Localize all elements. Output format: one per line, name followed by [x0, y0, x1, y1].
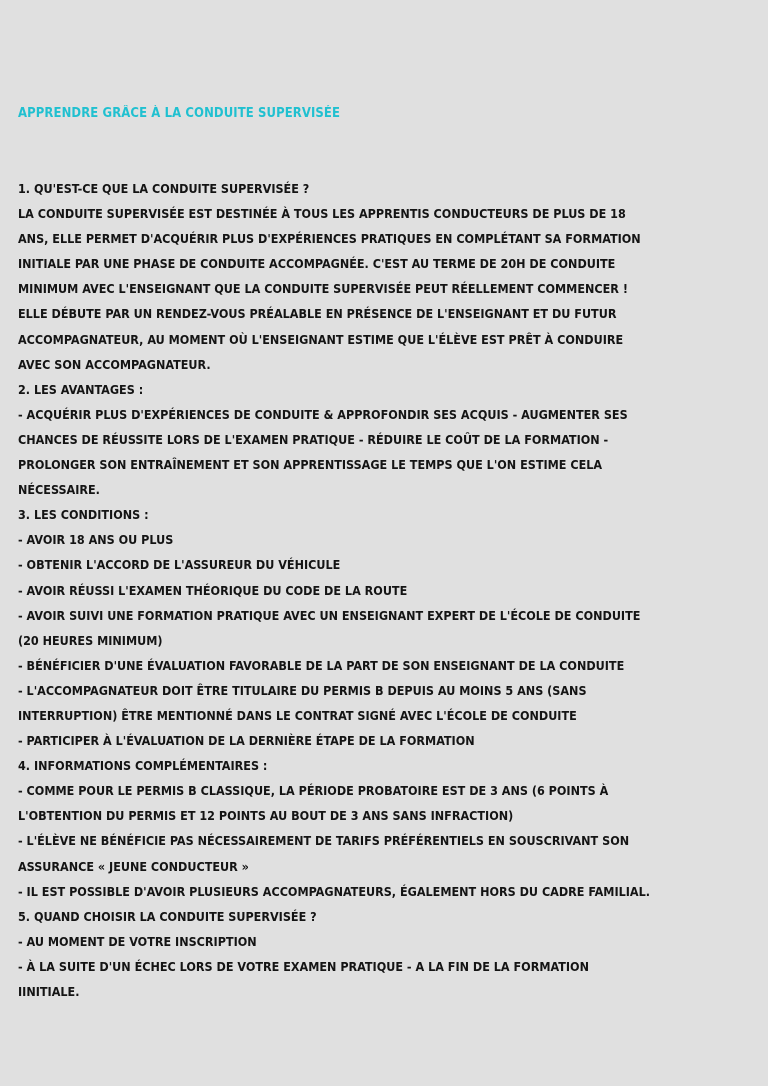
text-line: - OBTENIR L'ACCORD DE L'ASSUREUR DU VÉHICULE — [18, 557, 341, 573]
text-line: - PARTICIPER À L'ÉVALUATION DE LA DERNIÈRE ÉTAPE DE LA FORMATION — [18, 733, 475, 749]
text-line: ELLE DÉBUTE PAR UN RENDEZ-VOUS PRÉALABLE EN PRÉSENCE DE L'ENSEIGNANT ET DU FUTUR — [18, 306, 617, 322]
text-line: - AVOIR 18 ANS OU PLUS — [18, 532, 174, 548]
text-line: - COMME POUR LE PERMIS B CLASSIQUE, LA PÉRIODE PROBATOIRE EST DE 3 ANS (6 POINTS À — [18, 783, 609, 799]
text-line: - BÉNÉFICIER D'UNE ÉVALUATION FAVORABLE DE LA PART DE SON ENSEIGNANT DE LA CONDUITE — [18, 657, 625, 673]
text-line: INITIALE PAR UNE PHASE DE CONDUITE ACCOMPAGNÉE. C'EST AU TERME DE 20H DE CONDUITE — [18, 256, 616, 272]
text-line: PROLONGER SON ENTRAÎNEMENT ET SON APPRENTISSAGE LE TEMPS QUE L'ON ESTIME CELA — [18, 457, 603, 473]
text-line: - À LA SUITE D'UN ÉCHEC LORS DE VOTRE EXAMEN PRATIQUE - A LA FIN DE LA FORMATION — [18, 958, 589, 974]
text-line: AVEC SON ACCOMPAGNATEUR. — [18, 356, 211, 372]
text-line: - IL EST POSSIBLE D'AVOIR PLUSIEURS ACCOMPAGNATEURS, ÉGALEMENT HORS DU CADRE FAMILIAL. — [18, 883, 651, 899]
text-line: MINIMUM AVEC L'ENSEIGNANT QUE LA CONDUITE SUPERVISÉE PEUT RÉELLEMENT COMMENCER ! — [18, 281, 628, 297]
text-line: - AU MOMENT DE VOTRE INSCRIPTION — [18, 933, 257, 949]
text-line: 1. QU'EST-CE QUE LA CONDUITE SUPERVISÉE ? — [18, 181, 310, 196]
text-line: LA CONDUITE SUPERVISÉE EST DESTINÉE À TOUS LES APPRENTIS CONDUCTEURS DE PLUS DE 18 — [18, 206, 626, 222]
text-line: 3. LES CONDITIONS : — [18, 507, 149, 523]
text-line: - L'ÉLÈVE NE BÉNÉFICIE PAS NÉCESSAIREMENT DE TARIFS PRÉFÉRENTIELS EN SOUSCRIVANT SON — [18, 833, 630, 849]
text-line: L'OBTENTION DU PERMIS ET 12 POINTS AU BOUT DE 3 ANS SANS INFRACTION) — [18, 808, 514, 824]
text-line: 2. LES AVANTAGES : — [18, 381, 144, 397]
document-body — [18, 176, 753, 1004]
text-line: ANS, ELLE PERMET D'ACQUÉRIR PLUS D'EXPÉRIENCES PRATIQUES EN COMPLÉTANT SA FORMATION — [18, 231, 641, 247]
text-line: (20 HEURES MINIMUM) — [18, 632, 163, 648]
text-line: - L'ACCOMPAGNATEUR DOIT ÊTRE TITULAIRE DU PERMIS B DEPUIS AU MOINS 5 ANS (SANS — [18, 682, 587, 698]
text-line: NÉCESSAIRE. — [18, 482, 100, 498]
text-line: ACCOMPAGNATEUR, AU MOMENT OÙ L'ENSEIGNANT ESTIME QUE L'ÉLÈVE EST PRÊT À CONDUIRE — [18, 331, 624, 347]
text-line: IINITIALE. — [18, 984, 80, 999]
text-line: - AVOIR RÉUSSI L'EXAMEN THÉORIQUE DU CODE DE LA ROUTE — [18, 582, 408, 598]
text-line: INTERRUPTION) ÊTRE MENTIONNÉ DANS LE CONTRAT SIGNÉ AVEC L'ÉCOLE DE CONDUITE — [18, 707, 577, 723]
text-line: 4. INFORMATIONS COMPLÉMENTAIRES : — [18, 758, 268, 774]
text-line: ASSURANCE « JEUNE CONDUCTEUR » — [18, 858, 249, 874]
text-line: 5. QUAND CHOISIR LA CONDUITE SUPERVISÉE ? — [18, 908, 317, 924]
document-title: APPRENDRE GRÂCE À LA CONDUITE SUPERVISÉE — [18, 106, 341, 121]
text-line: - ACQUÉRIR PLUS D'EXPÉRIENCES DE CONDUITE & APPROFONDIR SES ACQUIS - AUGMENTER SES — [18, 406, 628, 422]
text-line: CHANCES DE RÉUSSITE LORS DE L'EXAMEN PRATIQUE - RÉDUIRE LE COÛT DE LA FORMATION - — [18, 431, 609, 447]
text-line: - AVOIR SUIVI UNE FORMATION PRATIQUE AVEC UN ENSEIGNANT EXPERT DE L'ÉCOLE DE CONDUITE — [18, 607, 641, 623]
